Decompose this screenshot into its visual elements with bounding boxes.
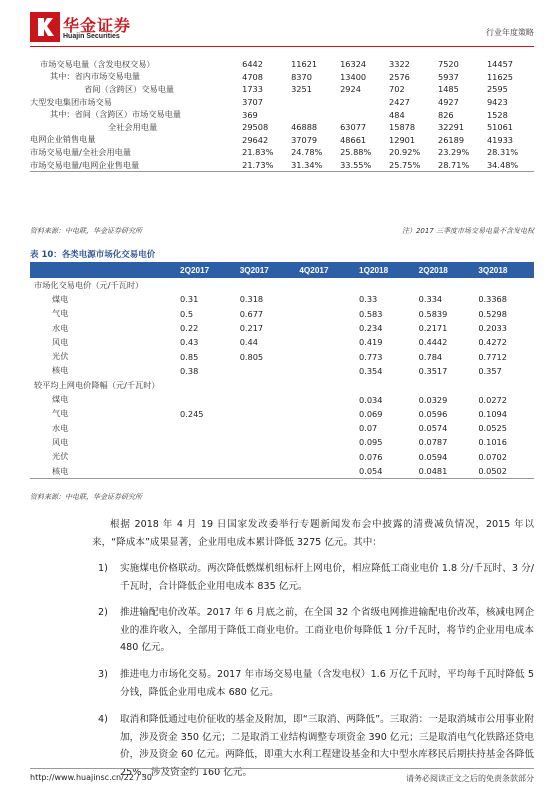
table-cell: 34.48% bbox=[485, 159, 534, 172]
intro-paragraph: 根据 2018 年 4 月 19 日国家发改委举行专题新闻发布会中披露的清费减负情况，2015 年以来，“降成本”成果显著，企业用电成本累计降低 3275 亿元。其中： bbox=[92, 519, 534, 548]
table-cell: 0.2033 bbox=[478, 323, 507, 334]
table-cell: 0.069 bbox=[359, 408, 383, 419]
table-cell bbox=[338, 108, 387, 121]
table-cell: 0.034 bbox=[359, 394, 383, 405]
table-cell: 12901 bbox=[389, 134, 416, 145]
list-item-number: 4) bbox=[98, 714, 108, 725]
row-label: 市场交易电量/电网企业售电量 bbox=[30, 159, 240, 172]
column-header: 4Q2017 bbox=[295, 262, 355, 278]
table-cell bbox=[338, 96, 387, 109]
row-label: 电网企业销售电量 bbox=[30, 134, 96, 145]
column-header: 2Q2017 bbox=[176, 262, 236, 278]
table-cell: 0.076 bbox=[359, 451, 383, 462]
list-item-number: 3) bbox=[98, 669, 108, 680]
row-label: 气电 bbox=[52, 308, 69, 319]
table-cell: 11625 bbox=[486, 71, 514, 82]
table-cell: 29508 bbox=[242, 122, 269, 133]
table-cell: 3251 bbox=[291, 84, 312, 95]
table-cell: 33.55% bbox=[338, 159, 387, 172]
row-label: 市场化交易电价（元/千瓦时） bbox=[34, 279, 144, 290]
table-cell: 48661 bbox=[340, 134, 367, 145]
list-item-number: 2) bbox=[98, 607, 108, 618]
report-type: 行业年度策略 bbox=[486, 28, 534, 37]
table-cell: 1485 bbox=[438, 84, 459, 95]
table-cell: 63077 bbox=[340, 122, 367, 133]
list-item-text: 取消和降低通过电价征收的基金及附加，即“三取消、两降低”。三取消：一是取消城市公用事业附加，涉及资金 350 亿元；二是取消工业结构调整专项资金 390 亿元；三是取消电气化铁路还贷电价，涉及资金 60 亿元。两降低，即重大水利工程建设基金和大中型水库移民后期扶持基金各降低 25%，涉及资金约 160 亿元。 bbox=[120, 714, 534, 778]
list-item bbox=[98, 560, 534, 595]
logo-english-name: Huajin Securities bbox=[63, 33, 120, 40]
table-cell: 1733 bbox=[242, 84, 263, 95]
table-cell: 0.354 bbox=[359, 365, 383, 376]
section-row bbox=[30, 378, 534, 392]
table-cell: 369 bbox=[242, 109, 258, 120]
table-cell bbox=[295, 349, 355, 363]
table-cell: 0.773 bbox=[359, 351, 383, 362]
row-label: 较平均上网电价降幅（元/千瓦时） bbox=[34, 379, 160, 390]
table-cell bbox=[474, 278, 534, 292]
table-row bbox=[30, 83, 534, 96]
huajin-logo-icon bbox=[30, 12, 60, 42]
list-item bbox=[98, 711, 534, 781]
row-label: 其中：省间（含跨区）市场交易电量 bbox=[50, 109, 182, 120]
table-cell bbox=[236, 378, 296, 392]
table-cell: 0.334 bbox=[418, 294, 443, 305]
table-cell: 4708 bbox=[242, 71, 263, 82]
table-cell bbox=[295, 307, 355, 321]
row-label: 风电 bbox=[52, 436, 69, 447]
table-row bbox=[30, 450, 534, 464]
table-cell: 3322 bbox=[389, 59, 410, 70]
list-item-text: 实施煤电价格联动。两次降低燃煤机组标杆上网电价，相应降低工商业电价 1.8 分/千瓦时、3 分/千瓦时，合计降低企业用电成本 835 亿元。 bbox=[120, 563, 534, 592]
table-cell: 0.3368 bbox=[478, 294, 507, 305]
table-cell bbox=[295, 335, 355, 349]
table-cell bbox=[355, 378, 415, 392]
table-cell: 0.217 bbox=[239, 323, 264, 334]
footer-disclaimer: 请务必阅读正文之后的免责条款部分 bbox=[406, 774, 534, 783]
table-cell: 14457 bbox=[486, 59, 514, 70]
table-cell: 0.0502 bbox=[474, 464, 534, 479]
table-cell bbox=[236, 450, 296, 464]
table-cell: 0.583 bbox=[359, 308, 383, 319]
table-cell: 0.3517 bbox=[418, 365, 448, 376]
table-cell: 2576 bbox=[389, 71, 410, 82]
section-row bbox=[30, 278, 534, 292]
table-cell bbox=[236, 364, 296, 378]
table-cell: 5937 bbox=[438, 71, 459, 82]
row-label: 煤电 bbox=[52, 394, 69, 405]
table-cell: 25.88% bbox=[340, 147, 372, 158]
table-row bbox=[30, 364, 534, 378]
table-cell bbox=[295, 392, 355, 406]
table-cell bbox=[176, 278, 236, 292]
row-label: 水电 bbox=[52, 422, 69, 433]
table-cell: 826 bbox=[438, 109, 454, 120]
list-item-number: 1) bbox=[98, 563, 108, 574]
row-label: 市场交易电量（含发电权交易） bbox=[40, 58, 155, 69]
table-cell: 9423 bbox=[486, 97, 508, 108]
table-cell: 0.5 bbox=[180, 308, 194, 319]
table-cell bbox=[236, 278, 296, 292]
table-row bbox=[30, 134, 534, 147]
table-row bbox=[30, 392, 534, 406]
table2-title: 表 10：各类电源市场化交易电价 bbox=[30, 250, 156, 260]
table-cell bbox=[289, 108, 338, 121]
row-label: 核电 bbox=[52, 365, 69, 376]
table-row bbox=[30, 307, 534, 321]
table-cell: 0.2171 bbox=[418, 323, 448, 334]
row-label: 市场交易电量/全社会用电量 bbox=[30, 146, 132, 157]
row-label: 风电 bbox=[52, 336, 69, 347]
table-cell: 0.31 bbox=[180, 294, 199, 305]
table-cell bbox=[236, 464, 296, 479]
table-cell: 0.357 bbox=[478, 365, 502, 376]
table-row bbox=[30, 349, 534, 363]
table-cell: 37079 bbox=[291, 134, 318, 145]
row-label: 大型发电集团市场交易 bbox=[30, 96, 112, 107]
table-cell: 21.83% bbox=[242, 147, 274, 158]
row-label: 气电 bbox=[52, 408, 69, 419]
table-cell: 2595 bbox=[486, 84, 508, 95]
table-cell: 51061 bbox=[486, 122, 514, 133]
table-cell bbox=[295, 378, 355, 392]
table-cell: 0.0787 bbox=[418, 437, 448, 448]
row-label: 全社会用电量 bbox=[108, 121, 158, 132]
table-cell: 26189 bbox=[438, 134, 465, 145]
row-label: 光伏 bbox=[52, 351, 69, 362]
table2-source: 资料来源：中电联，华金证券研究所 bbox=[30, 493, 142, 501]
table-cell: 31.34% bbox=[289, 159, 338, 172]
table-cell: 1528 bbox=[486, 109, 508, 120]
table-row bbox=[30, 407, 534, 421]
table-row bbox=[30, 96, 534, 109]
table-cell: 4927 bbox=[438, 97, 459, 108]
table-row bbox=[30, 58, 534, 71]
row-label: 光伏 bbox=[52, 451, 69, 462]
page-header bbox=[30, 12, 534, 47]
table-cell bbox=[236, 435, 296, 449]
table-cell: 0.1094 bbox=[478, 408, 507, 419]
table-cell: 0.419 bbox=[359, 337, 383, 348]
table-cell: 16324 bbox=[340, 59, 367, 70]
list-item bbox=[98, 666, 534, 701]
table-cell: 0.234 bbox=[359, 323, 383, 334]
table-cell bbox=[176, 464, 236, 479]
table-row bbox=[30, 321, 534, 335]
table-cell bbox=[415, 278, 475, 292]
table-cell: 8370 bbox=[291, 71, 312, 82]
table-cell: 24.78% bbox=[291, 147, 323, 158]
market-trading-volume-table bbox=[30, 58, 534, 172]
table-cell bbox=[236, 392, 296, 406]
table-row bbox=[30, 146, 534, 159]
table-cell: 702 bbox=[389, 84, 405, 95]
logo-chinese-name: 华金证券 bbox=[63, 16, 132, 35]
table-cell bbox=[176, 392, 236, 406]
row-label: 其中：省内市场交易电量 bbox=[50, 71, 141, 82]
table-cell bbox=[295, 407, 355, 421]
table-cell: 0.0702 bbox=[478, 451, 507, 462]
table-cell: 6442 bbox=[242, 59, 263, 70]
row-label: 省间（含跨区）交易电量 bbox=[84, 83, 175, 94]
table-cell: 7520 bbox=[438, 59, 459, 70]
column-header: 3Q2017 bbox=[236, 262, 296, 278]
table-row bbox=[30, 335, 534, 349]
table-cell bbox=[236, 421, 296, 435]
table-cell: 0.318 bbox=[239, 294, 264, 305]
table-cell: 484 bbox=[389, 109, 405, 120]
table-cell bbox=[236, 407, 296, 421]
table-row bbox=[30, 464, 534, 479]
table-cell: 2924 bbox=[340, 84, 361, 95]
table-cell: 0.0596 bbox=[418, 408, 448, 419]
list-item bbox=[98, 604, 534, 657]
table-cell: 0.44 bbox=[239, 337, 258, 348]
table-cell bbox=[295, 421, 355, 435]
table-cell: 46888 bbox=[291, 122, 318, 133]
table-cell bbox=[474, 378, 534, 392]
table1-note: 注）2017 三季度市场交易电量不含发电权 bbox=[401, 227, 534, 235]
table1-source: 资料来源：中电联，华金证券研究所 bbox=[30, 227, 142, 235]
table-cell: 3707 bbox=[242, 97, 263, 108]
table-cell: 0.0525 bbox=[478, 423, 507, 434]
table-cell: 0.07 bbox=[359, 423, 378, 434]
table-cell: 0.1016 bbox=[478, 437, 507, 448]
table-cell bbox=[176, 450, 236, 464]
table-cell bbox=[295, 364, 355, 378]
table-cell: 0.0481 bbox=[415, 464, 475, 479]
row-label: 水电 bbox=[52, 322, 69, 333]
table-cell: 11621 bbox=[291, 59, 318, 70]
table-cell: 20.92% bbox=[389, 147, 421, 158]
table-cell: 0.85 bbox=[180, 351, 199, 362]
row-label: 核电 bbox=[30, 464, 176, 479]
table-cell: 32291 bbox=[438, 122, 465, 133]
table-cell: 0.784 bbox=[418, 351, 443, 362]
table-cell: 0.0329 bbox=[418, 394, 448, 405]
column-header: 3Q2018 bbox=[474, 262, 534, 278]
table-cell: 25.75% bbox=[387, 159, 436, 172]
row-label: 煤电 bbox=[52, 293, 69, 304]
table-cell: 0.22 bbox=[180, 323, 199, 334]
table-cell: 41933 bbox=[486, 134, 514, 145]
table-cell: 0.4442 bbox=[418, 337, 448, 348]
table-cell: 23.29% bbox=[438, 147, 470, 158]
header-blank bbox=[30, 262, 176, 278]
table-cell: 0.095 bbox=[359, 437, 383, 448]
table-cell: 0.5839 bbox=[418, 308, 448, 319]
table-row bbox=[30, 159, 534, 172]
table-cell bbox=[295, 450, 355, 464]
footer-url-link[interactable]: http://www.huajinsc.cn/22 / 30 bbox=[30, 773, 152, 782]
table-cell: 28.71% bbox=[436, 159, 485, 172]
table-cell: 0.0272 bbox=[478, 394, 507, 405]
table-cell bbox=[176, 435, 236, 449]
table-cell: 0.7712 bbox=[478, 351, 507, 362]
table-cell: 29642 bbox=[242, 134, 269, 145]
column-header: 2Q2018 bbox=[415, 262, 475, 278]
table-cell: 0.43 bbox=[180, 337, 199, 348]
column-header: 1Q2018 bbox=[355, 262, 415, 278]
table-cell bbox=[295, 435, 355, 449]
table-row bbox=[30, 435, 534, 449]
table-cell: 13400 bbox=[340, 71, 367, 82]
table-cell: 0.054 bbox=[355, 464, 415, 479]
table-cell bbox=[176, 421, 236, 435]
footer-divider bbox=[30, 768, 534, 769]
table-cell bbox=[355, 278, 415, 292]
table-cell: 0.4272 bbox=[478, 337, 507, 348]
table-row bbox=[30, 108, 534, 121]
table-cell: 0.5298 bbox=[478, 308, 507, 319]
table-cell: 21.73% bbox=[240, 159, 289, 172]
table-cell: 0.805 bbox=[239, 351, 264, 362]
table-cell: 2427 bbox=[389, 97, 410, 108]
table-cell: 28.31% bbox=[486, 147, 519, 158]
table-cell bbox=[295, 292, 355, 306]
table-cell: 0.245 bbox=[180, 408, 204, 419]
table-cell: 0.0594 bbox=[418, 451, 448, 462]
list-item-text: 推进电力市场化交易。2017 年市场交易电量（含发电权）1.6 万亿千瓦时，平均每千瓦时降低 5 分钱，降低企业用电成本 680 亿元。 bbox=[120, 669, 534, 698]
table-cell: 0.0574 bbox=[418, 423, 448, 434]
table-cell: 0.38 bbox=[180, 365, 199, 376]
table-cell bbox=[295, 278, 355, 292]
table-row bbox=[30, 421, 534, 435]
table-cell bbox=[295, 464, 355, 479]
table-cell bbox=[289, 96, 338, 109]
table-cell: 15878 bbox=[389, 122, 416, 133]
table-row bbox=[30, 292, 534, 306]
table-row bbox=[30, 121, 534, 134]
table-cell: 0.33 bbox=[359, 294, 378, 305]
table-cell bbox=[295, 321, 355, 335]
table-cell bbox=[415, 378, 475, 392]
table-row bbox=[30, 71, 534, 84]
list-item-text: 推进输配电价改革。2017 年 6 月底之前，在全国 32 个省级电网推进输配电价改革，核减电网企业的准许收入，全部用于降低工商业电价。工商业电价每降低 1 分/千瓦时，将节约企业用电成本 480 亿元。 bbox=[120, 607, 534, 653]
table-cell bbox=[176, 378, 236, 392]
power-price-table bbox=[30, 262, 534, 479]
table-cell: 0.677 bbox=[239, 308, 264, 319]
